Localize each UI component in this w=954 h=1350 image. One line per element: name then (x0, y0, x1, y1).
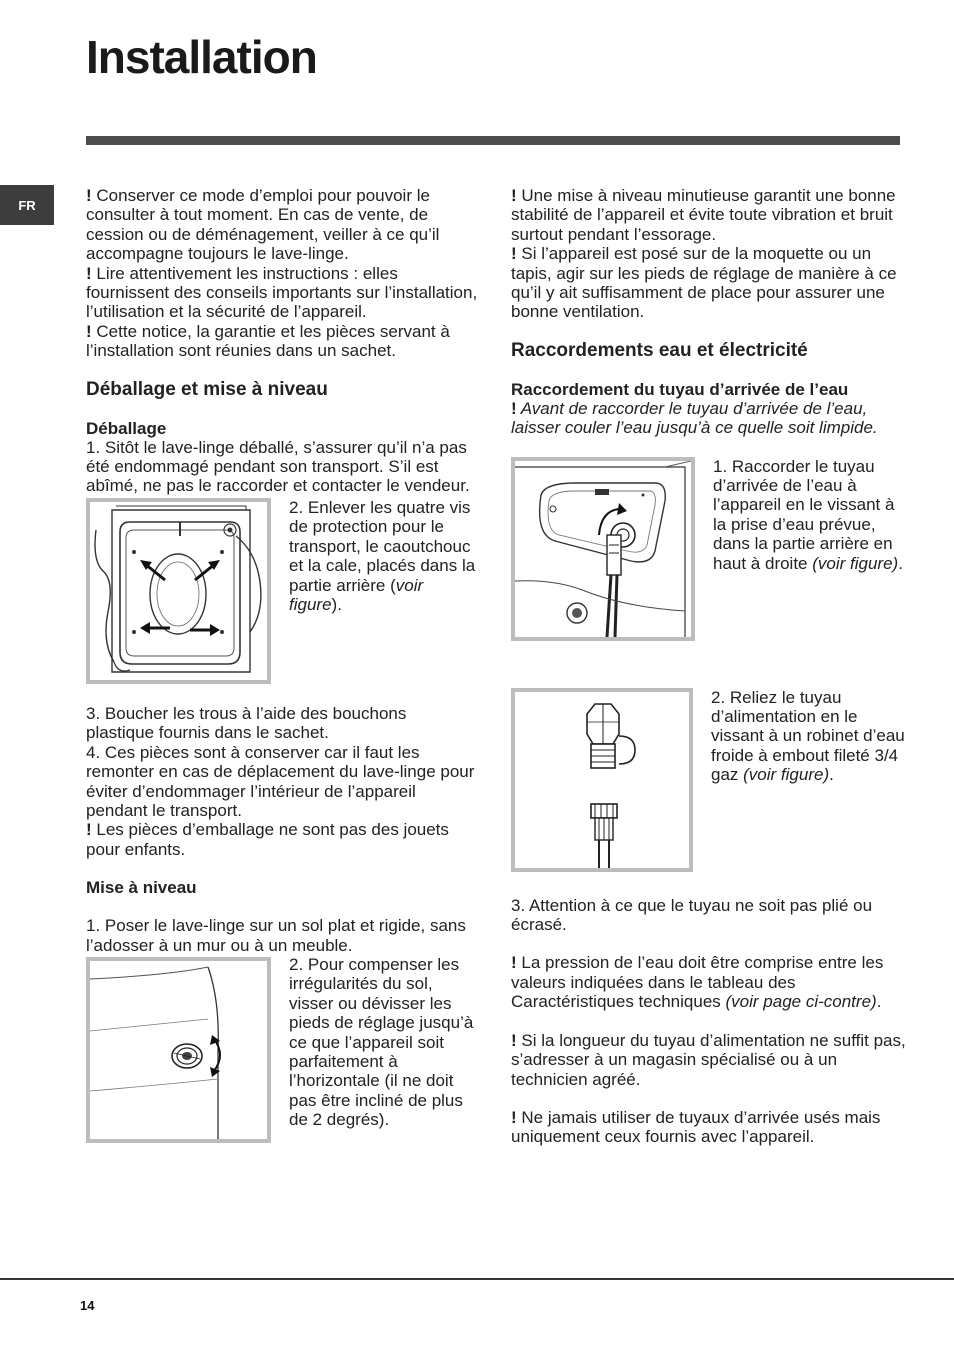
subheading-water-hose: Raccordement du tuyau d’arrivée de l’eau (511, 379, 849, 399)
tap-figure (511, 688, 693, 872)
hose-step-1: 1. Raccorder le tuyau d’arrivée de l’eau à l’appareil en le vissant à la prise d’eau prévue, dans la partie arrière en haut à droite (voir figure). (713, 456, 903, 573)
title-divider (86, 136, 900, 145)
language-tab: FR (0, 185, 54, 225)
level-step-1: 1. Poser le lave-linge sur un sol plat et rigide, sans l’adosser à un mur ou à un meuble. (86, 916, 466, 955)
hose-figure-row-1 (511, 457, 906, 641)
section-heading-unpacking: Déballage et mise à niveau (86, 378, 328, 400)
rear-panel-figure (86, 498, 271, 684)
level-note-2: ! Si l’appareil est posé sur de la moquette ou un tapis, agir sur les pieds de réglage de manière à ce qu’il y ait suffisamment de place pour assurer une bonne ventilation. (511, 244, 897, 322)
unpack-step-2: 2. Enlever les quatre vis de protection pour le transport, le caoutchouc et la cale, placés dans la partie arrière (voir figure). (289, 497, 476, 614)
page-title: Installation (86, 31, 317, 83)
rear-panel-illustration (90, 502, 267, 680)
water-inlet-illustration (515, 461, 691, 637)
section-heading-connections: Raccordements eau et électricité (511, 339, 808, 361)
water-inlet-figure (511, 457, 695, 641)
hose-step-3: 3. Attention à ce que le tuyau ne soit pas plié ou écrasé. (511, 895, 873, 935)
level-note-1: ! Une mise à niveau minutieuse garantit une bonne stabilité de l’appareil et évite toute vibration et bruit surtout pendant l’essorage. (511, 186, 896, 244)
left-column (86, 186, 478, 1143)
hose-figure-row-2 (511, 688, 906, 872)
footer-divider (0, 1278, 954, 1280)
used-hose-note: ! Ne jamais utiliser de tuyaux d’arrivée usés mais uniquement ceux fournis avec l’appareil. (511, 1107, 881, 1147)
intro-paragraph-3: ! Cette notice, la garantie et les pièces servant à l’installation sont réunies dans un sachet. (86, 321, 450, 361)
level-step-2: 2. Pour compenser les irrégularités du sol, visser ou dévisser les pieds de réglage jusqu’à ce que l’appareil soit parfaitement à l’horizontale (il ne doit pas être incliné de plus de 2 degrés). (289, 954, 474, 1130)
pressure-note: ! La pression de l’eau doit être comprise entre les valeurs indiquées dans le tableau des Caractéristiques techniques (voir page ci-contre). (511, 953, 884, 1012)
right-column (511, 186, 906, 1147)
unpack-warning: ! Les pièces d’emballage ne sont pas des jouets pour enfants. (86, 820, 449, 859)
foot-figure (86, 957, 271, 1143)
page-number: 14 (80, 1298, 95, 1313)
subheading-unpacking: Déballage (86, 418, 167, 438)
unpack-step-4: 4. Ces pièces sont à conserver car il faut les remonter en cas de déplacement du lave-linge pour éviter d’endommager l’intérieur de l’appareil pendant le transport. (86, 742, 475, 820)
subheading-leveling: Mise à niveau (86, 878, 197, 898)
hose-warning: ! Avant de raccorder le tuyau d’arrivée de l’eau, laisser couler l’eau jusqu’à ce quelle soit limpide. (511, 398, 878, 438)
unpack-step-1: 1. Sitôt le lave-linge déballé, s’assurer qu’il n’a pas été endommagé pendant son transport. S’il est abîmé, ne pas le raccorder et contacter le vendeur. (86, 437, 470, 496)
tap-and-hose-illustration (515, 692, 689, 868)
hose-length-note: ! Si la longueur du tuyau d’alimentation ne suffit pas, s’adresser à un magasin spécialisé ou à un technicien agréé. (511, 1030, 906, 1089)
intro-paragraph-2: ! Lire attentivement les instructions : elles fournissent des conseils importants sur l’installation, l’utilisation et la sécurité de l’appareil. (86, 263, 478, 322)
hose-step-2: 2. Reliez le tuyau d’alimentation en le vissant à un robinet d’eau froide à embout fileté 3/4 gaz (voir figure). (711, 687, 905, 785)
unpack-step-3: 3. Boucher les trous à l’aide des bouchons plastique fournis dans le sachet. (86, 703, 407, 743)
level-figure-row (86, 955, 478, 1143)
adjustable-foot-illustration (90, 961, 267, 1139)
intro-paragraph-1: ! Conserver ce mode d’emploi pour pouvoir le consulter à tout moment. En cas de vente, de cession ou de déménagement, veiller à ce qu’il accompagne toujours le lave-linge. (86, 186, 440, 264)
unpack-figure-row (86, 498, 478, 684)
